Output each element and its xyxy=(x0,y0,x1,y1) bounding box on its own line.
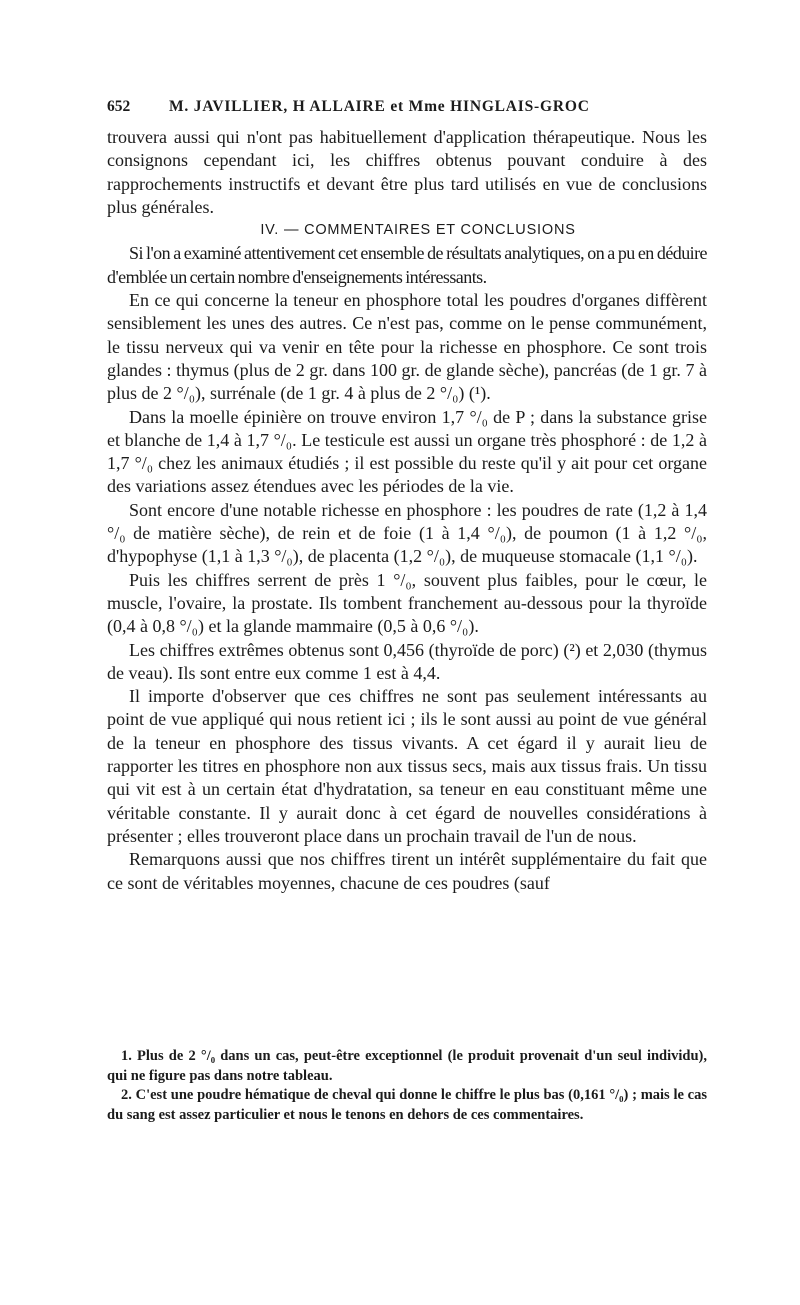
footnotes xyxy=(107,1047,707,1125)
paragraph: Sont encore d'une notable richesse en phosphore : les poudres de rate (1,2 à 1,4 °/₀ de matière sèche), de rein et de foie (1 à 1,4 °/₀), de poumon (1 à 1,2 °/₀, d'hypophyse (1,1 à 1,3 °/₀), de placenta (1,2 °/₀), de muqueuse stomacale (1,1 °/₀). xyxy=(107,499,707,567)
paragraph-continuation: trouvera aussi qui n'ont pas habituellement d'application thérapeutique. Nous les consignons cependant ici, les chiffres obtenus pouvant conduire à des rapprochements instructifs et devant être plus tard utilisés en vue de conclusions plus générales. xyxy=(107,127,707,217)
main-text xyxy=(107,126,707,895)
footnote-2: 2. C'est une poudre hématique de cheval qui donne le chiffre le plus bas (0,161 °/₀) ; mais le cas du sang est assez particulier et nous le tenons en dehors de ces commentaires. xyxy=(107,1087,707,1123)
running-header xyxy=(107,98,707,122)
paragraph: Remarquons aussi que nos chiffres tirent un intérêt supplémentaire du fait que ce sont de véritables moyennes, chacune de ces poudres (sauf xyxy=(107,849,707,893)
paragraph: Les chiffres extrêmes obtenus sont 0,456 (thyroïde de porc) (²) et 2,030 (thymus de veau). Ils sont entre eux comme 1 est à 4,4. xyxy=(107,639,707,683)
paragraph: Si l'on a examiné attentivement cet ensemble de résultats analytiques, on a pu en déduire d'emblée un certain nombre d'enseignements intéressants. xyxy=(107,243,707,287)
running-header-authors: M. JAVILLIER, H ALLAIRE et Mme HINGLAIS-GROC xyxy=(169,98,590,115)
section-heading: IV. — COMMENTAIRES ET CONCLUSIONS xyxy=(260,222,576,239)
footnote-1: 1. Plus de 2 °/₀ dans un cas, peut-être exceptionnel (le produit provenait d'un seul individu), qui ne figure pas dans notre tableau. xyxy=(107,1048,707,1084)
paragraph: Dans la moelle épinière on trouve environ 1,7 °/₀ de P ; dans la substance grise et blanche de 1,4 à 1,7 °/₀. Le testicule est aussi un organe très phosphoré : de 1,2 à 1,7 °/₀ chez les animaux étudiés ; il est possible du reste qu'il y ait pour cet organe des variations assez étendues avec les périodes de la vie. xyxy=(107,406,707,497)
paragraph: Puis les chiffres serrent de près 1 °/₀, souvent plus faibles, pour le cœur, le muscle, l'ovaire, la prostate. Ils tombent franchement au-dessous pour la thyroïde (0,4 à 0,8 °/₀) et la glande mammaire (0,5 à 0,6 °/₀). xyxy=(107,569,707,637)
paragraph: Il importe d'observer que ces chiffres ne sont pas seulement intéressants au point de vue appliqué qui nous retient ici ; ils le sont aussi au point de vue général de la teneur en phosphore des tissus vivants. A cet égard il y aurait lieu de rapporter les titres en phosphore non aux tissus secs, mais aux tissus frais. Un tissu qui vit est à un certain état d'hydratation, sa teneur en eau constituant même une véritable constante. Il y aurait donc à cet égard de nouvelles considérations à présenter ; elles trouveront place dans un prochain travail de l'un de nous. xyxy=(107,686,707,846)
paragraph: En ce qui concerne la teneur en phosphore total les poudres d'organes diffèrent sensiblement les unes des autres. Ce n'est pas, comme on le pense communément, le tissu nerveux qui va venir en tête pour la richesse en phosphore. Ce sont trois glandes : thymus (plus de 2 gr. dans 100 gr. de glande sèche), pancréas (de 1 gr. 7 à plus de 2 °/₀), surrénale (de 1 gr. 4 à plus de 2 °/₀) (¹). xyxy=(107,290,707,404)
page-number: 652 xyxy=(107,98,131,115)
